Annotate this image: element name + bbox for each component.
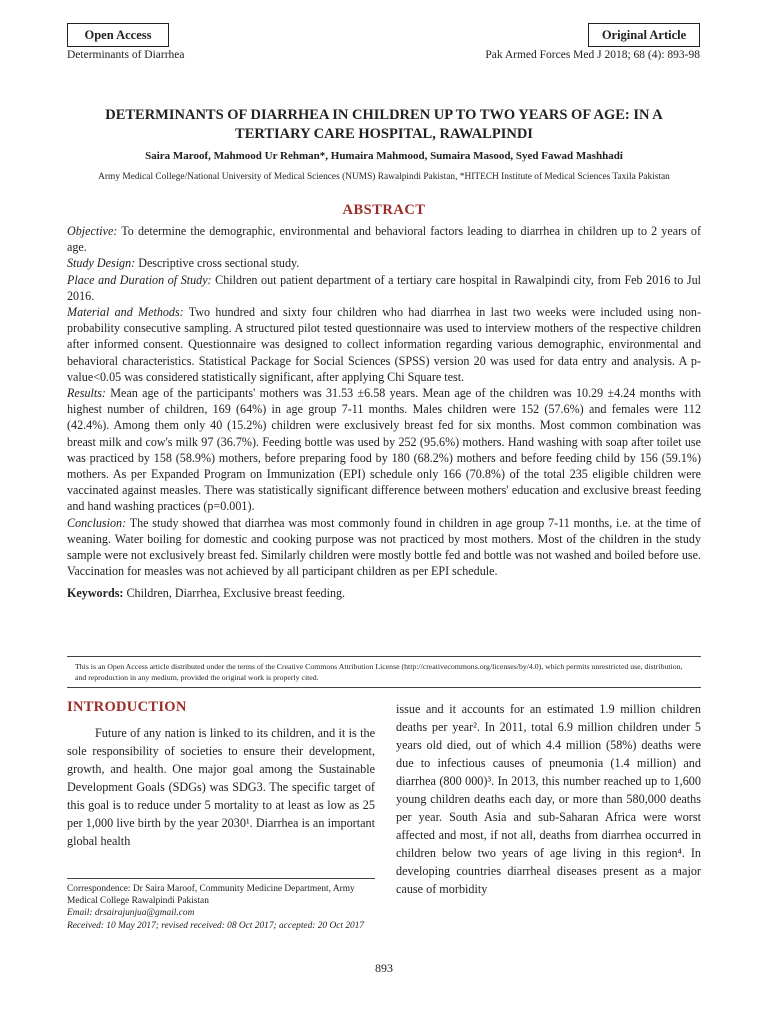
design-label: Study Design: bbox=[67, 256, 136, 271]
page-number: 893 bbox=[375, 961, 393, 975]
intro-paragraph-right: issue and it accounts for an estimated 1.9 million children deaths per year². In 2011, total 6.9 million children under 5 years old died, out of which 4.4 million (58%) deaths were due to infectious causes of pneumonia (1.4 million) and diarrhea (800 000)³. In 2013, this number reached up to 1,600 young children deaths each day, or more than 580,000 deaths per year. South Asia and sub-Saharan Africa were worst affected and most, if not all, deaths from diarrhea occurred in children below two years of age living in this region⁴. In developing countries diarrheal diseases present as a major cause of morbidity bbox=[396, 702, 701, 896]
abstract-objective bbox=[67, 223, 701, 255]
article-title: DETERMINANTS OF DIARRHEA IN CHILDREN UP TO TWO YEARS OF AGE: IN A TERTIARY CARE HOSPITAL, RAWALPINDI bbox=[105, 107, 663, 142]
intro-column-right bbox=[396, 700, 701, 898]
running-title: Determinants of Diarrhea bbox=[67, 49, 185, 61]
intro-paragraph-left: Future of any nation is linked to its children, and it is the sole responsibility of societies to ensure their development, growth, and health. One major goal among the Sustainable Development Goals (SDGs) was SDG3. The specific target of this goal is to reduce under 5 mortality to at least as low as 25 per 1,000 live birth by the year 2030¹. Diarrhea is an important global health bbox=[67, 726, 375, 848]
place-label: Place and Duration of Study: bbox=[67, 272, 212, 287]
author-affiliation: Army Medical College/National University of Medical Sciences (NUMS) Rawalpindi Pakistan, *HITECH Institute of Medical Sciences Taxila Pakistan bbox=[98, 172, 670, 182]
license-notice: This is an Open Access article distributed under the terms of the Creative Commons Attribution License (http://creativecommons.org/licenses/by/4.0), which permits unrestricted use, distribution, and reproduction in any medium, provided the original work is properly cited. bbox=[67, 656, 701, 688]
abstract-place bbox=[67, 272, 701, 304]
conclusion-label: Conclusion: bbox=[67, 515, 127, 530]
place-text: Children out patient department of a tertiary care hospital in Rawalpindi city, from Feb 2016 to Jul 2016. bbox=[67, 272, 701, 303]
article-type-badge: Original Article bbox=[588, 23, 700, 47]
results-label: Results: bbox=[67, 386, 106, 401]
design-text: Descriptive cross sectional study. bbox=[135, 256, 300, 271]
results-text: Mean age of the participants' mothers was 31.53 ±6.58 years. Mean age of the children was 10.29 ±4.24 months with highest number of children, 169 (64%) in age group 7-11 months. Males children were 152 (57.6%) and females were 112 (42.4%). Among them only 40 (15.2%) children were exclusively breast fed for six months. Most common combination was breast milk and cow's milk 97 (36.7%). Feeding bottle was used by 252 (95.6%) mothers. Hand washing with soap after toilet use was practiced by 158 (58.9%) mothers, before preparing food by 180 (68.2%) mothers and before feeding child by 156 (59.1%) mothers. As per Expanded Program on Immunization (EPI) schedule only 166 (70.8%) of the total 235 eligible children were vaccinated against measles. There was statistically significant difference between mothers' education and exclusive breast feeding and hand washing practices (p=0.001). bbox=[67, 386, 701, 514]
abstract-body bbox=[67, 223, 701, 602]
submission-dates: Received: 10 May 2017; revised received: 08 Oct 2017; accepted: 20 Oct 2017 bbox=[67, 920, 365, 931]
abstract-results bbox=[67, 385, 701, 515]
keywords-text: Children, Diarrhea, Exclusive breast feeding. bbox=[123, 586, 346, 601]
abstract-conclusion bbox=[67, 515, 701, 580]
abstract-heading: ABSTRACT bbox=[342, 202, 426, 218]
objective-text: To determine the demographic, environmental and behavioral factors leading to diarrhea in children up to 2 years of age. bbox=[67, 224, 701, 255]
methods-text: Two hundred and sixty four children who had diarrhea in last two weeks were included using non-probability consecutive sampling. A structured pilot tested questionnaire was used to interview mothers of the respective children after informed consent. Questionnaire was designed to collect information regarding various demographic, environmental and behavioral characteristics. Statistical Package for Social Sciences (SPSS) version 20 was used for data entry and analysis. A p-value<0.05 was considered statistically significant, after applying Chi Square test. bbox=[67, 305, 702, 384]
correspondence-email: Email: drsairajunjua@gmail.com bbox=[67, 908, 195, 919]
open-access-badge: Open Access bbox=[67, 23, 169, 47]
methods-label: Material and Methods: bbox=[67, 305, 184, 320]
abstract-methods bbox=[67, 304, 701, 385]
correspondence-address: Correspondence: Dr Saira Maroof, Community Medicine Department, Army Medical College Rawalpindi Pakistan bbox=[67, 884, 355, 907]
keywords-label: Keywords: bbox=[67, 586, 124, 601]
journal-citation: Pak Armed Forces Med J 2018; 68 (4): 893-98 bbox=[485, 49, 700, 61]
intro-column-left bbox=[67, 724, 375, 850]
correspondence-footnote bbox=[67, 878, 375, 932]
objective-label: Objective: bbox=[67, 224, 118, 238]
conclusion-text: The study showed that diarrhea was most commonly found in children in age group 7-11 months, i.e. at the time of weaning. Water boiling for domestic and cooking purpose was not practiced by most mothers. Most of the children in the study sample were not exclusively breast fed. Similarly children were mostly bottle fed and bottle was not washed and boiled before use. Vaccination for measles was not achieved by all participant children as per EPI schedule. bbox=[67, 515, 701, 579]
author-list: Saira Maroof, Mahmood Ur Rehman*, Humaira Mahmood, Sumaira Masood, Syed Fawad Mashhadi bbox=[145, 150, 623, 162]
abstract-keywords bbox=[67, 585, 701, 601]
abstract-design bbox=[67, 255, 701, 271]
introduction-heading: INTRODUCTION bbox=[67, 699, 187, 715]
